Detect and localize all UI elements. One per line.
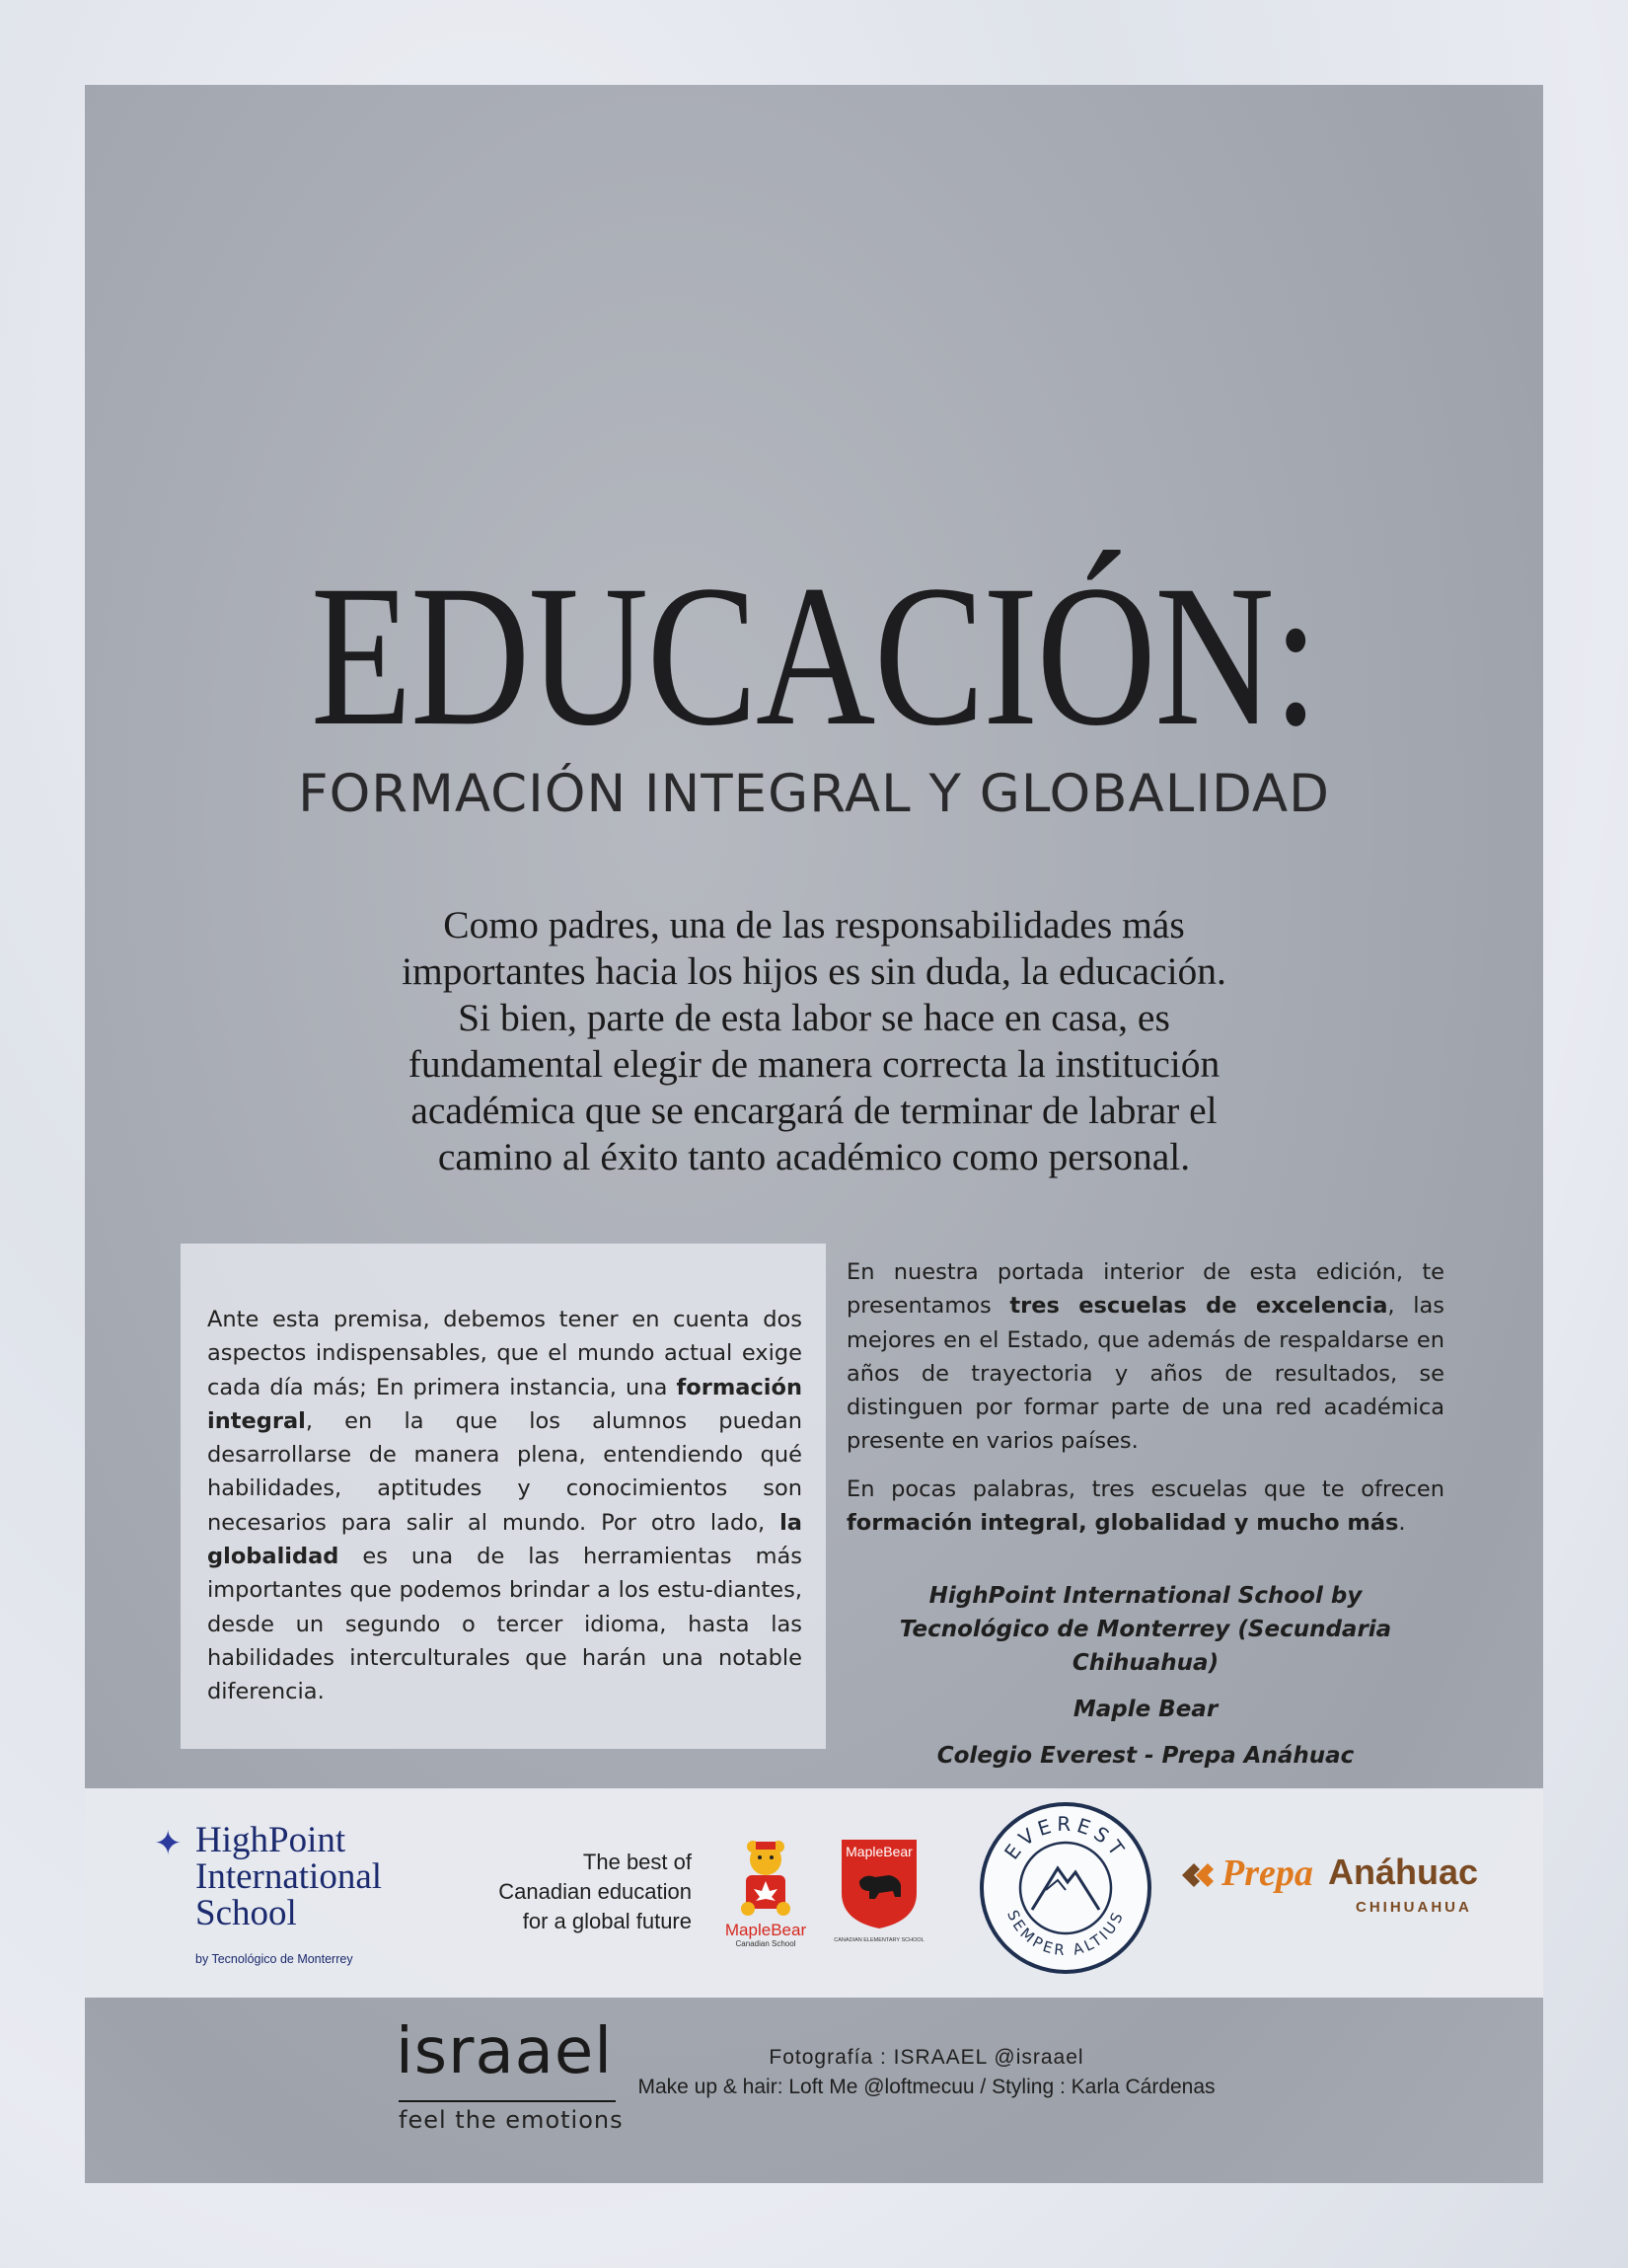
- prepa-chevron-icon: [1180, 1855, 1220, 1895]
- sponsor-logo-strip: [85, 1788, 1543, 1998]
- maplebear-shield-logo: [830, 1838, 928, 1946]
- left-column-text: [207, 1303, 802, 1709]
- tagline-line: Canadian education: [498, 1879, 692, 1904]
- everest-bottom-text: SEMPER ALTIUS: [1003, 1907, 1128, 1960]
- intro-line: camino al éxito tanto académico como personal.: [437, 1135, 1191, 1178]
- highpoint-line2: International: [195, 1856, 383, 1897]
- credits-photo: Fotografía : ISRAAEL @israael: [769, 2046, 1084, 2069]
- highpoint-byline: by Tecnológico de Monterrey: [195, 1952, 353, 1966]
- everest-emblem-icon: [977, 1799, 1154, 1977]
- maplebear-shield-sub: CANADIAN ELEMENTARY SCHOOL: [834, 1937, 925, 1943]
- bold-formacion-integral: formación integral: [207, 1374, 802, 1434]
- school-item: Colegio Everest - Prepa Anáhuac: [936, 1743, 1355, 1769]
- right-column-text: [847, 1255, 1444, 1553]
- right-paragraph-2: [847, 1473, 1444, 1541]
- intro-line: académica que se encargará de terminar de labrar el: [410, 1089, 1218, 1132]
- prepa-anahuac-logo: [1180, 1848, 1506, 1927]
- text-run: En pocas palabras, tres escuelas que te ofrecen: [847, 1475, 1444, 1502]
- bold-la-globalidad: la globalidad: [207, 1509, 802, 1570]
- prepa-city-text: CHIHUAHUA: [1356, 1899, 1472, 1916]
- text-run: es una de las herramientas más importantes que podemos brindar a los estu-diantes, desde un segundo o tercer idioma, hasta las habilidades interculturales que harán una notable diferencia.: [207, 1544, 802, 1705]
- school-item: HighPoint International School by Tecnológico de Monterrey (Secundaria Chihuahua): [899, 1583, 1392, 1676]
- maplebear-shield-name: MapleBear: [846, 1844, 913, 1859]
- text-run: .: [1398, 1510, 1406, 1537]
- right-paragraph-1: [847, 1255, 1444, 1459]
- bold-tres-escuelas: tres escuelas de excelencia: [1009, 1293, 1388, 1320]
- page-subtitle: FORMACIÓN INTEGRAL Y GLOBALIDAD: [298, 764, 1330, 824]
- israael-brand-underline: [399, 2100, 616, 2102]
- maplebear-logo-name: MapleBear: [724, 1921, 807, 1939]
- prepa-main-text: Anáhuac: [1328, 1852, 1479, 1892]
- maple-bear-mascot-icon: [716, 1838, 815, 1917]
- star-icon: ✦: [154, 1825, 183, 1862]
- maplebear-logo-sub: Canadian School: [735, 1939, 796, 1948]
- text-run: En nuestra portada interior de esta edición, te presentamos: [847, 1259, 1444, 1320]
- school-list: [847, 1579, 1444, 1785]
- credits-makeup: Make up & hair: Loft Me @loftmecuu / Styling : Karla Cárdenas: [637, 2076, 1216, 2098]
- text-run: , en la que los alumnos puedan desarrollarse de manera plena, entendiendo qué habilidades, aptitudes y conocimientos son necesarios para salir al mundo. Por otro lado,: [207, 1407, 802, 1536]
- intro-paragraph: [375, 902, 1253, 1180]
- israael-brand: israael: [396, 2015, 614, 2088]
- intro-line: fundamental elegir de manera correcta la institución: [407, 1042, 1221, 1086]
- text-run: , las mejores en el Estado, que además de respaldarse en años de trayectoria y años de resultados, se distinguen por formar parte de una red académica presente en varios países.: [847, 1293, 1444, 1455]
- intro-line: Si bien, parte de esta labor se hace en casa, es: [458, 996, 1170, 1039]
- tagline-line: The best of: [582, 1850, 692, 1874]
- text-run: Ante esta premisa, debemos tener en cuenta dos aspectos indispensables, que el mundo actual exige cada día más; En primera instancia, una: [207, 1307, 802, 1400]
- bold-summary: formación integral, globalidad y mucho más: [847, 1510, 1399, 1537]
- school-item: Maple Bear: [1073, 1697, 1219, 1722]
- everest-logo: [977, 1799, 1154, 1977]
- prepa-italic-text: Prepa: [1221, 1852, 1313, 1894]
- maplebear-logo: [716, 1838, 815, 1946]
- left-column-box: [181, 1244, 826, 1749]
- credits-bar: [85, 1998, 1543, 2183]
- intro-line: importantes hacia los hijos es sin duda, la educación.: [402, 949, 1226, 993]
- maplebear-tagline: [460, 1848, 692, 1936]
- intro-line: Como padres, una de las responsabilidades más: [443, 903, 1185, 946]
- page-title: EDUCACIÓN:: [310, 544, 1318, 768]
- tagline-line: for a global future: [522, 1909, 692, 1933]
- highpoint-logo: [154, 1822, 381, 1980]
- highpoint-line1: HighPoint: [195, 1820, 346, 1860]
- israael-tagline: feel the emotions: [399, 2106, 624, 2134]
- everest-top-text: EVEREST: [999, 1811, 1133, 1864]
- highpoint-line3: School: [195, 1893, 297, 1933]
